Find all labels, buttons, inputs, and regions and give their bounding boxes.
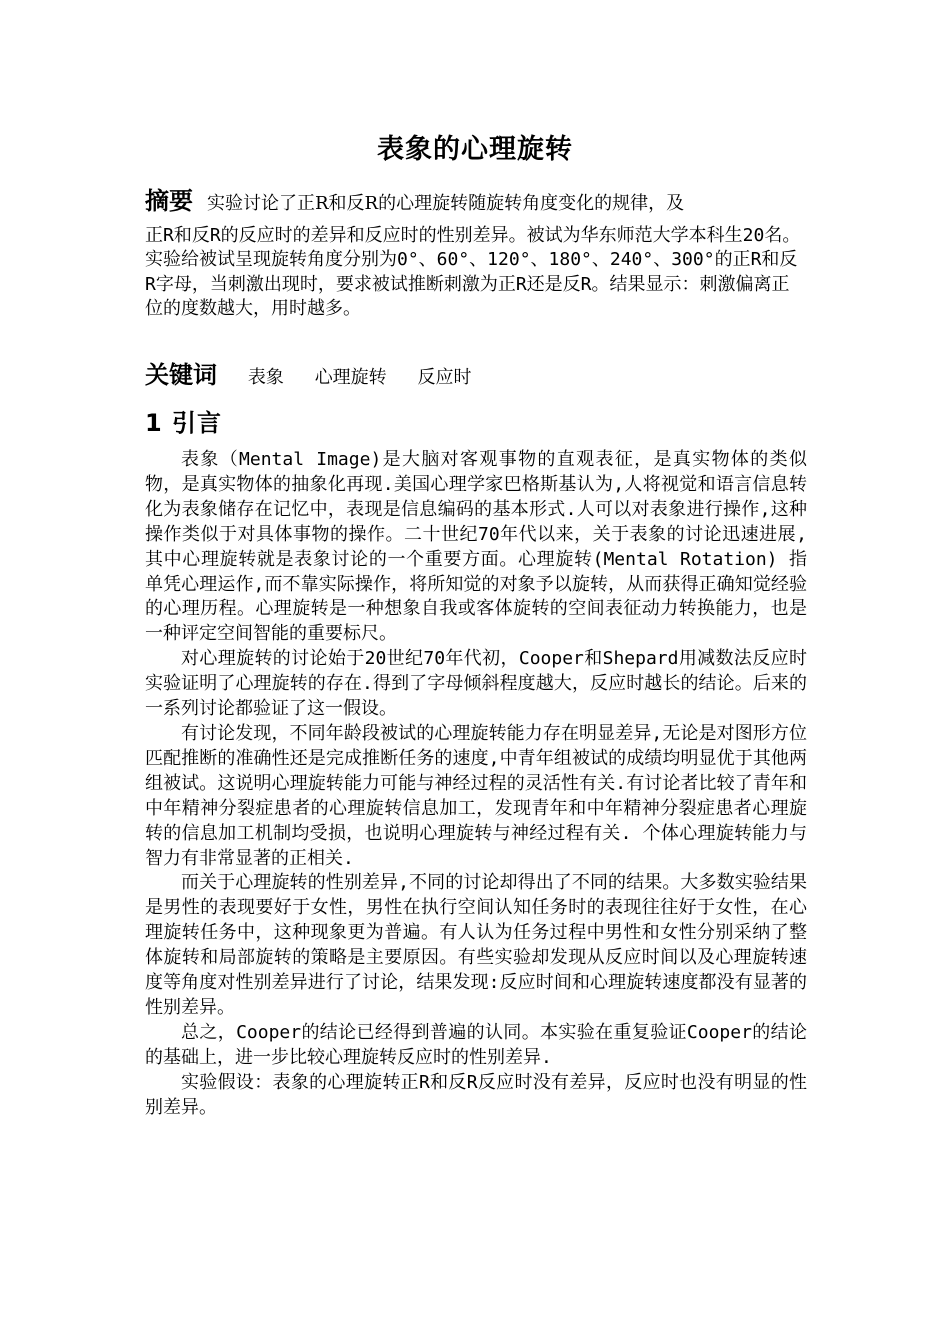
abstract-block	[145, 183, 805, 322]
keyword-item: 表象	[247, 367, 284, 388]
abstract-first-line	[145, 183, 805, 222]
body-paragraph: 实验假设：表象的心理旋转正R和反R反应时没有差异，反应时也没有明显的性别差异。	[145, 1071, 807, 1118]
body-paragraph: 总之，Cooper的结论已经得到普遍的认同。本实验在重复验证Cooper的结论的基础上，进一步比较心理旋转反应时的性别差异.	[145, 1021, 807, 1068]
abstract-text: 正R和反R的反应时的差异和反应时的性别差异。被试为华东师范大学本科生20名。实验给被试呈现旋转角度分别为0°、60°、120°、180°、240°、300°的正R和反R字母，当刺激出现时，要求被试推断刺激为正R还是反R。结果显示：刺激偏离正位的度数越大，用时越多。	[145, 225, 801, 320]
keyword-item: 心理旋转	[314, 367, 387, 388]
body-paragraph: 对心理旋转的讨论始于20世纪70年代初，Cooper和Shepard用减数法反应时实验证明了心理旋转的存在.得到了字母倾斜程度越大，反应时越长的结论。后来的一系列讨论都验证了这一假设。	[145, 648, 807, 720]
body-paragraph: 表象（Mental Image)是大脑对客观事物的直观表征，是真实物体的类似物，是真实物体的抽象化再现.美国心理学家巴格斯基认为,人将视觉和语言信息转化为表象储存在记忆中，表现是信息编码的基本形式.人可以对表象进行操作,这种操作类似于对具体事物的操作。二十世纪70年代以来，关于表象的讨论迅速进展,其中心理旋转就是表象讨论的一个重要方面。心理旋转(Mental Rotation) 指单凭心理运作,而不靠实际操作，将所知觉的对象予以旋转，从而获得正确知觉经验的心理历程。心理旋转是一种想象自我或客体旋转的空间表征动力转换能力，也是一种评定空间智能的重要标尺。	[145, 449, 807, 645]
section-body	[145, 448, 807, 1120]
abstract-label: 摘要	[145, 186, 193, 215]
page-title: 表象的心理旋转	[377, 134, 573, 165]
body-paragraph: 有讨论发现，不同年龄段被试的心理旋转能力存在明显差异,无论是对图形方位匹配推断的准确性还是完成推断任务的速度,中青年组被试的成绩均明显优于其他两组被试。这说明心理旋转能力可能与神经过程的灵活性有关.有讨论者比较了青年和中年精神分裂症患者的心理旋转信息加工，发现青年和中年精神分裂症患者心理旋转的信息加工机制均受损，也说明心理旋转与神经过程有关. 个体心理旋转能力与智力有非常显著的正相关.	[145, 722, 807, 869]
keyword-item: 反应时	[417, 367, 472, 388]
keywords-label: 关键词	[145, 360, 217, 389]
keywords-line	[145, 358, 805, 395]
abstract-text-first-line: 实验讨论了正R和反R的心理旋转随旋转角度变化的规律，及	[207, 193, 685, 214]
body-paragraph: 而关于心理旋转的性别差异,不同的讨论却得出了不同的结果。大多数实验结果是男性的表现要好于女性，男性在执行空间认知任务时的表现往往好于女性，在心理旋转任务中，这种现象更为普遍。有人认为任务过程中男性和女性分别采纳了整体旋转和局部旋转的策略是主要原因。有些实验却发现从反应时间以及心理旋转速度等角度对性别差异进行了讨论，结果发现:反应时间和心理旋转速度都没有显著的性别差异。	[145, 872, 807, 1018]
section-heading-introduction: 1 引言	[145, 409, 223, 437]
